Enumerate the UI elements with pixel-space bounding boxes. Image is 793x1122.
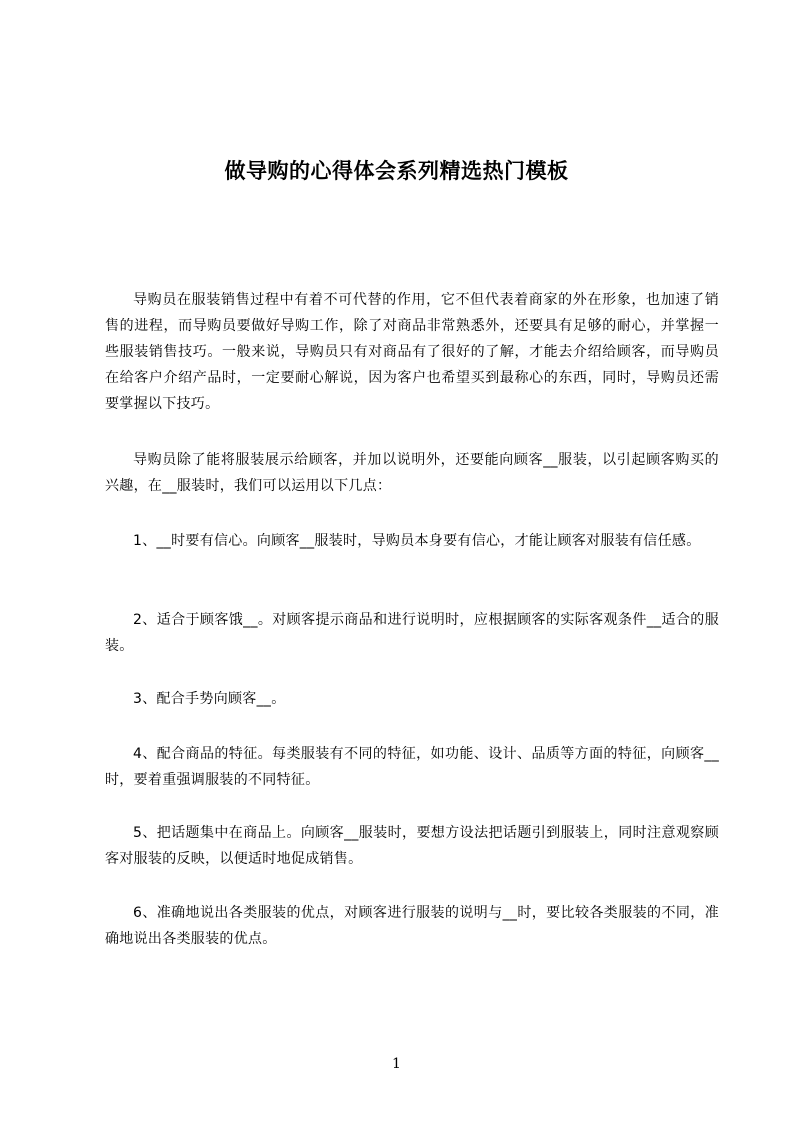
list-item-3: 3、配合手势向顾客__。 bbox=[133, 691, 286, 707]
page-number: 1 bbox=[392, 1056, 401, 1072]
list-item-5: 5、把话题集中在商品上。向顾客__服装时，要想方设法把话题引到服装上，同时注意观察顾客对服装的反映，以便适时地促成销售。 bbox=[105, 825, 719, 867]
paragraph-recommend: 导购员除了能将服装展示给顾客，并加以说明外，还要能向顾客__服装，以引起顾客购买的兴趣，在__服装时，我们可以运用以下几点： bbox=[105, 452, 719, 494]
list-item-2: 2、适合于顾客饿__。对顾客提示商品和进行说明时，应根据顾客的实际客观条件__适合的服装。 bbox=[105, 612, 719, 654]
list-item-6: 6、准确地说出各类服装的优点，对顾客进行服装的说明与__时，要比较各类服装的不同，准确地说出各类服装的优点。 bbox=[105, 905, 719, 947]
page-title: 做导购的心得体会系列精选热门模板 bbox=[224, 159, 569, 184]
list-item-4: 4、配合商品的特征。每类服装有不同的特征，如功能、设计、品质等方面的特征，向顾客__时，要着重强调服装的不同特征。 bbox=[105, 746, 719, 788]
paragraph-intro: 导购员在服装销售过程中有着不可代替的作用，它不但代表着商家的外在形象，也加速了销售的进程，而导购员要做好导购工作，除了对商品非常熟悉外，还要具有足够的耐心，并掌握一些服装销售技巧。一般来说，导购员只有对商品有了很好的了解，才能去介绍给顾客，而导购员在给客户介绍产品时，一定要耐心解说，因为客户也希望买到最称心的东西，同时，导购员还需要掌握以下技巧。 bbox=[105, 292, 719, 412]
list-item-1: 1、__时要有信心。向顾客__服装时，导购员本身要有信心，才能让顾客对服装有信任感。 bbox=[133, 533, 701, 549]
